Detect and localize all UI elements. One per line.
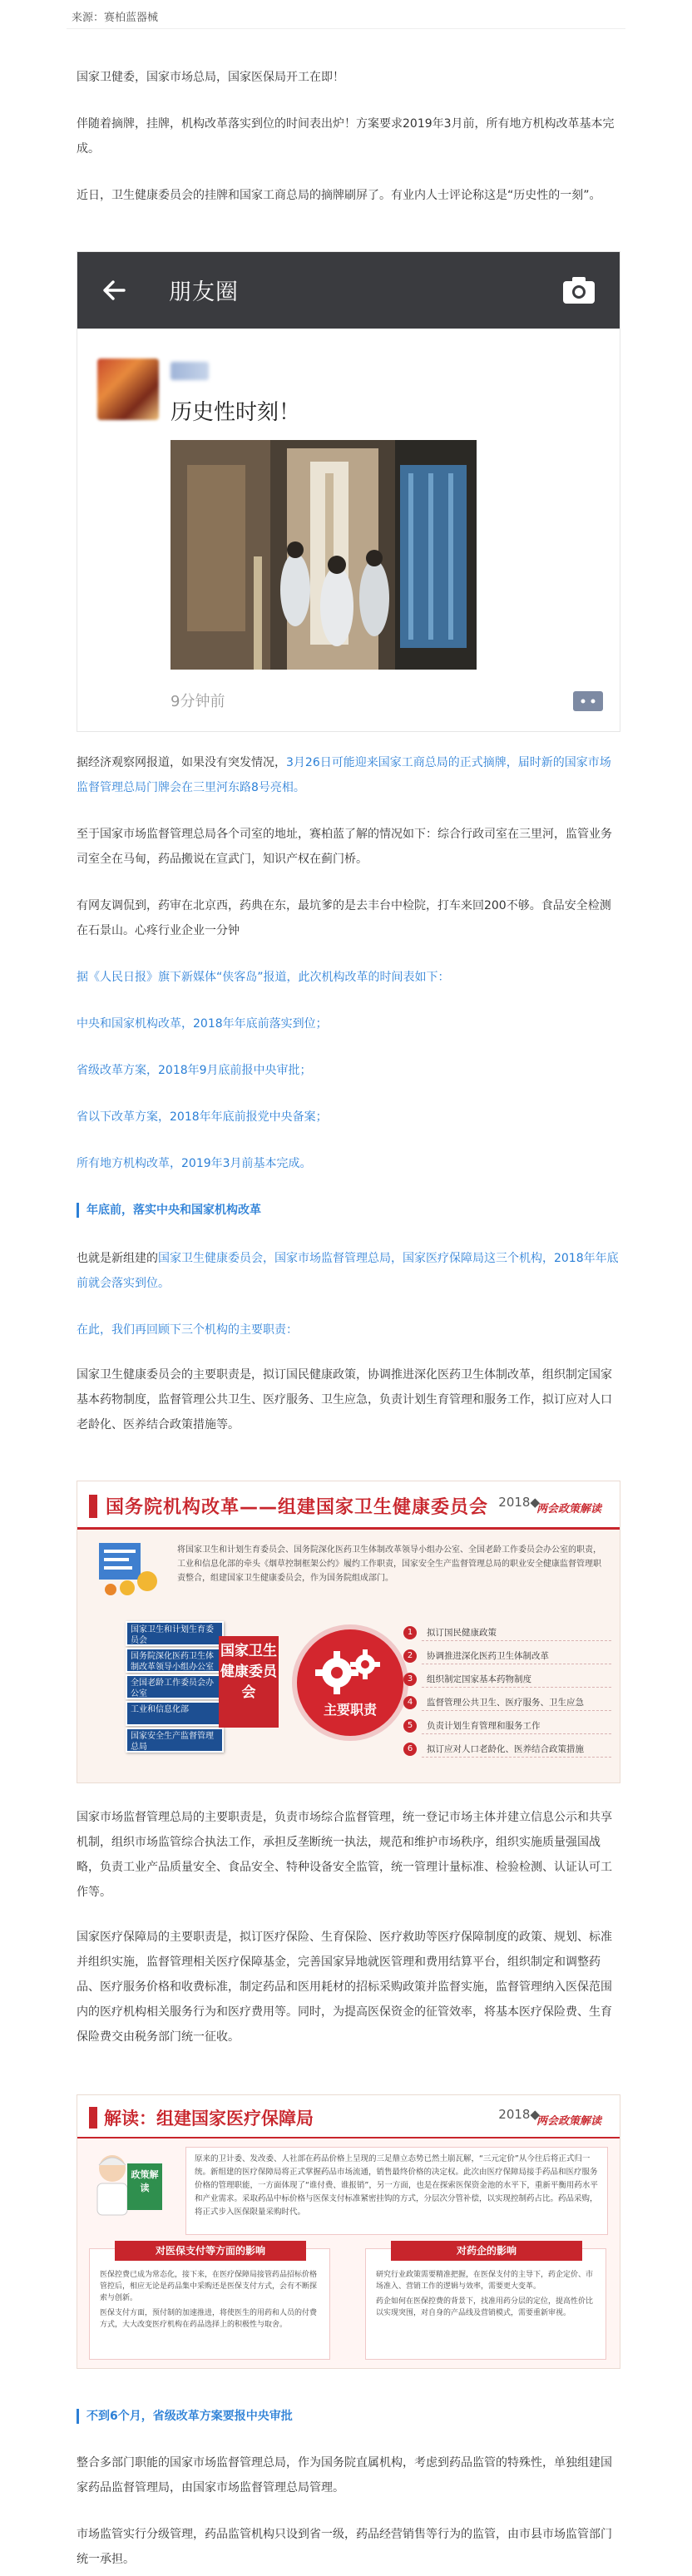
moments-title: 朋友圈 [169,279,239,305]
badge-year: 2018◆ [498,2107,540,2122]
infographic-intro: 原来的卫计委、发改委、人社部在药品价格上呈现的三足鼎立态势已然土崩瓦解，“三元定价”从今往后将正式归一统。新组建的医疗保障局将正式掌握药品市场流通，销售最终价格的决定权。此次由医疗保障局接手药品和医疗服务价格的管理职能，一方面体现了“谁付费、谁报销”，另一方面，也是在探索医保资金池的水平下，重新平衡用药水平和产业需求。采取药品中标价格与医保支付标准紧密挂钩的方式，分层次分管补偿，以实现控制药占比。药品采购，将正式步入医保限量采购时代。 [185,2147,608,2235]
section-heading-2: 不到6个月，省级改革方案要报中央审批 [77,2409,620,2424]
duty-item: 3 组织制定国家基本药物制度 [403,1669,611,1689]
nhsa-paragraph: 国家医疗保障局的主要职责是，拟订医疗保险、生育保险、医疗救助等医疗保障制度的政策、规划、标准并组织实施，监督管理相关医疗保障基金，完善国家异地就医管理和费用结算平台，组织制定和调整药品、医疗服务价格和收费标准，制定药品和医用耗材的招标采购政策并监督实施，监督管理纳入医保范围内的医疗机构相关服务行为和医疗费用等。同时，为提高医保资金的征管效率，将基本医疗保险费、生育保险费交由税务部门统一征收。 [77,1931,612,2044]
column-body [100,2269,321,2334]
agency-card: 工业和信息化部 [126,1701,224,1726]
duties-label: 主要职责 [323,1702,377,1718]
column-heading: 对药企的影响 [391,2241,582,2261]
impact-pharma-column [365,2245,606,2360]
nhc-infographic [77,1481,620,1783]
section1-paragraph-3: 国家卫生健康委员会的主要职责是，拟订国民健康政策，协调推进深化医药卫生体制改革，组织制定国家基本药物制度，监督管理公共卫生、医疗服务、卫生应急，负责计划生育管理和服务工作，拟订应对人口老龄化、医养结合政策措施等。 [77,1368,612,1431]
wechat-moments-screenshot [77,251,620,732]
column-body [376,2269,597,2322]
duty-item: 1 拟订国民健康政策 [403,1623,611,1643]
agency-card: 国务院深化医药卫生体制改革领导小组办公室 [126,1648,224,1673]
badge-text: 两会政策解读 [536,1503,601,1515]
merged-agencies [126,1621,230,1763]
title-accent-bar [89,1495,97,1518]
infographic-intro: 将国家卫生和计划生育委员会、国务院深化医药卫生体制改革领导小组办公室、全国老龄工作委员会办公室的职责，工业和信息化部的牵头《烟草控制框架公约》履约工作职责，国家安全生产监督管理总局的职业安全健康监督管理职责整合，组建国家卫生健康委员会，作为国务院组成部门。 [177,1545,601,1583]
badge-year: 2018◆ [498,1495,540,1510]
address-paragraph: 至于国家市场监督管理总局各个司室的地址，赛柏蓝了解的情况如下：综合行政司室在三里河，监管业务司室全在马甸，药品搬说在宣武门，知识产权在蓟门桥。 [77,828,612,866]
duty-item: 4 监督管理公共卫生、医疗服务、卫生应急 [403,1693,611,1713]
nhc-label-box: 国家卫生健康委员会 [219,1636,279,1728]
policy-reading-illustration [89,2147,164,2217]
duty-item: 2 协调推进深化医药卫生体制改革 [403,1646,611,1666]
netizen-paragraph: 有网友调侃到，药审在北京西，药典在东，最坑爹的是去丰台中检院，打车来回200不够。食品安全检测在石景山。心疼行业企业一分钟 [77,899,611,937]
bullet-text: 医保控费已成为常态化，接下来，在医疗保障局接管药品招标价格管控后，相应无论是药品集中采购还是医保支付方式，会有不断探索与创新。 [100,2271,318,2302]
section1-paragraph-2: 在此，我们再回顾下三个机构的主要职责： [77,1323,298,1337]
agency-card: 全国老龄工作委员会办公室 [126,1674,224,1699]
infographic-header [77,1481,620,1530]
timeline-item-1: 中央和国家机构改革，2018年年底前落实到位； [77,1017,328,1031]
timeline-item-4: 所有地方机构改革，2019年3月前基本完成。 [77,1157,312,1170]
agency-card: 国家卫生和计划生育委员会 [126,1621,224,1646]
timeline-item-2: 省级改革方案，2018年9月底前报中央审批； [77,1064,312,1077]
infographic-title: 解读：组建国家医疗保障局 [104,2109,314,2129]
nhsa-infographic [77,2094,620,2369]
timeline-lead: 据《人民日报》旗下新媒体“侠客岛”报道，此次机构改革的时间表如下： [77,971,450,984]
duties-list [403,1623,611,1763]
section1-lead: 也就是新组建的 [77,1252,158,1265]
gear-icon [297,1629,403,1736]
impact-payment-column [89,2245,330,2360]
infographic-title: 国务院机构改革——组建国家卫生健康委员会 [106,1497,489,1518]
ceremony-photo-illustration [171,440,477,670]
document-coins-icon [94,1540,167,1598]
camera-icon[interactable] [561,275,596,305]
blurred-username[interactable] [171,362,209,380]
infographic-header [77,2095,620,2138]
section-heading-1: 年底前，落实中央和国家机构改革 [77,1203,620,1218]
duties-gear-circle [292,1624,408,1741]
title-accent-bar [89,2107,97,2129]
agency-card: 国家安全生产监督管理总局 [126,1728,224,1753]
moments-post-text: 历史性时刻！ [171,400,301,425]
report-paragraph [77,750,620,800]
back-arrow-icon[interactable] [99,275,129,305]
section2-paragraph-1: 整合多部门职能的国家市场监督管理总局，作为国务院直属机构，考虑到药品监管的特殊性，单独组建国家药品监督管理局，由国家市场监督管理总局管理。 [77,2456,612,2494]
post-photo[interactable] [171,440,477,670]
bullet-text: 研究行业政策需要精准把握，在医保支付的主导下，药企定价、市场准入、营销工作的逻辑与效率，需要更大变革。 [376,2271,594,2291]
column-heading: 对医保支付等方面的影响 [115,2241,306,2261]
avatar[interactable] [97,358,159,420]
post-time: 9分钟前 [171,693,225,710]
article-source: 来源：赛柏蓝器械 [72,12,159,24]
duty-item: 6 拟订应对人口老龄化、医养结合政策措施 [403,1739,611,1759]
duty-item: 5 负责计划生育管理和服务工作 [403,1716,611,1736]
section2-paragraph-2: 市场监管实行分级管理，药品监管机构只设到省一级，药品经营销售等行为的监管，由市县市场监管部门统一承担。 [77,2528,612,2566]
intro-paragraph-2: 伴随着摘牌，挂牌，机构改革落实到位的时间表出炉！方案要求2019年3月前，所有地方机构改革基本完成。 [77,117,615,156]
bullet-text: 药企如何在医保控费的背景下，找准用药分层的定位，提高性价比以实现突围，对自身的产品线及营销模式，需要重新审视。 [376,2297,594,2317]
report-lead: 据经济观察网报道，如果没有突发情况， [77,756,286,769]
policy-reading-label: 政策解读 [131,2169,159,2193]
section1-paragraph-1 [77,1246,620,1296]
section1-highlight: 国家卫生健康委员会，国家市场监督管理总局，国家医疗保障局这三个机构，2018年年底前就会落实到位。 [77,1252,619,1290]
top-divider [67,28,625,29]
bullet-text: 医保支付方面，预付制的加速推进，将使医生的用药和人员的付费方式，大大改变医疗机构在药品选择上的积极性与取舍。 [100,2309,318,2329]
timeline-item-3: 省以下改革方案，2018年年底前报党中央备案； [77,1110,328,1124]
report-highlight: 3月26日可能迎来国家工商总局的正式摘牌，届时新的国家市场监督管理总局门牌会在三里河东路8号亮相。 [77,756,611,794]
intro-paragraph-1: 国家卫健委，国家市场总局，国家医保局开工在即！ [77,71,344,84]
badge-text: 两会政策解读 [536,2115,601,2128]
comment-icon[interactable] [573,691,603,711]
intro-paragraph-3: 近日，卫生健康委员会的挂牌和国家工商总局的摘牌刷屏了。有业内人士评论称这是“历史性的一刻”。 [77,189,601,202]
moments-header-bar [77,252,620,329]
samr-paragraph: 国家市场监督管理总局的主要职责是，负责市场综合监督管理，统一登记市场主体并建立信息公示和共享机制，组织市场监管综合执法工作，承担反垄断统一执法，规范和维护市场秩序，组织实施质量强国战略，负责工业产品质量安全、食品安全、特种设备安全监管，统一管理计量标准、检验检测、认证认可工作等。 [77,1811,612,1899]
